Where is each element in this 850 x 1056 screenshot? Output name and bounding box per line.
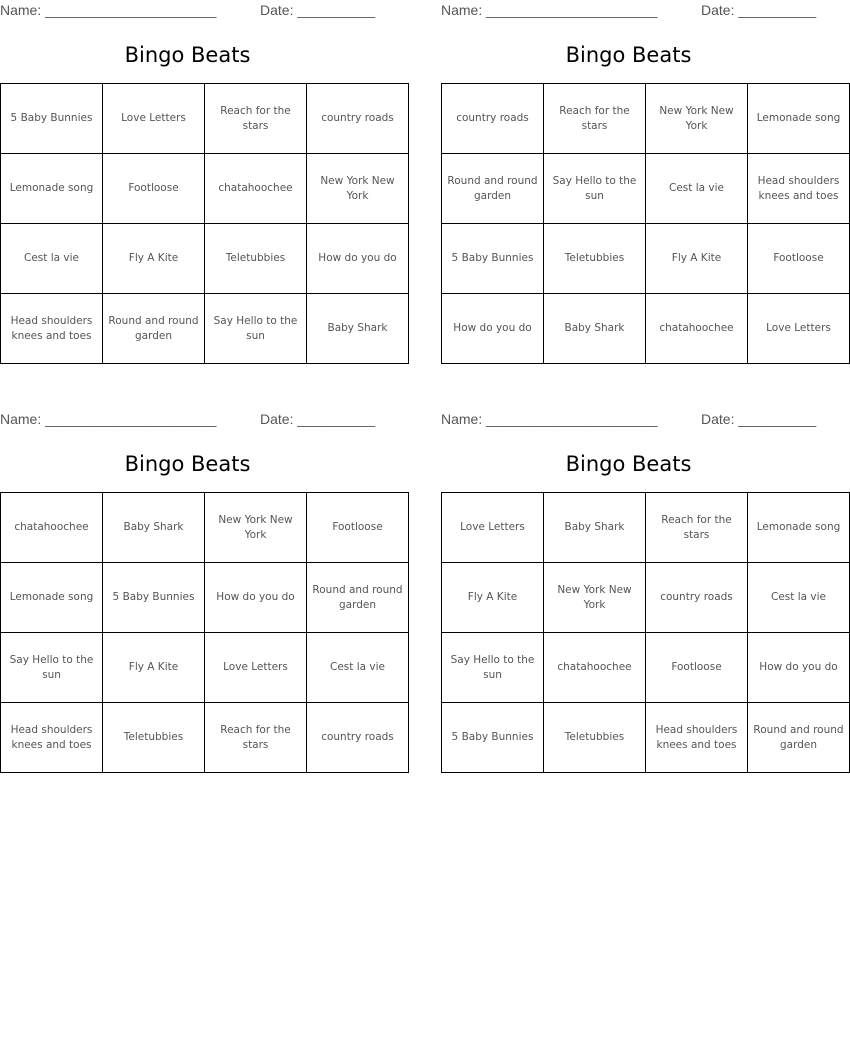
bingo-cell: country roads (307, 703, 409, 773)
grid-row (1, 224, 409, 294)
bingo-cell: country roads (646, 563, 748, 633)
name-field: Name: ______________________ (0, 2, 217, 18)
bingo-cell: Footloose (646, 633, 748, 703)
bingo-cell: Love Letters (205, 633, 307, 703)
bingo-cell: Footloose (307, 493, 409, 563)
grid-row (442, 294, 850, 364)
card-title: Bingo Beats (565, 43, 692, 67)
bingo-cell: Fly A Kite (103, 633, 205, 703)
bingo-cell: Say Hello to the sun (442, 633, 544, 703)
bingo-cell: Round and round garden (103, 294, 205, 364)
bingo-cell: Lemonade song (748, 84, 850, 154)
bingo-cell: Love Letters (748, 294, 850, 364)
bingo-cell: Reach for the stars (544, 84, 646, 154)
bingo-cell: 5 Baby Bunnies (103, 563, 205, 633)
bingo-cell: Head shoulders knees and toes (1, 703, 103, 773)
bingo-cell: 5 Baby Bunnies (442, 703, 544, 773)
bingo-cell: Baby Shark (103, 493, 205, 563)
bingo-cell: Reach for the stars (646, 493, 748, 563)
bingo-card-2 (441, 0, 841, 364)
bingo-cell: Teletubbies (544, 703, 646, 773)
bingo-cell: Fly A Kite (442, 563, 544, 633)
bingo-cell: 5 Baby Bunnies (1, 84, 103, 154)
date-field: Date: __________ (260, 411, 376, 427)
card-header (0, 2, 375, 20)
bingo-cell: Cest la vie (1, 224, 103, 294)
bingo-cell: Teletubbies (544, 224, 646, 294)
grid-row (442, 84, 850, 154)
bingo-cell: Say Hello to the sun (1, 633, 103, 703)
date-field: Date: __________ (701, 411, 817, 427)
grid-row (1, 154, 409, 224)
card-title: Bingo Beats (565, 452, 692, 476)
bingo-cell: New York New York (205, 493, 307, 563)
bingo-cell: 5 Baby Bunnies (442, 224, 544, 294)
bingo-cell: Round and round garden (307, 563, 409, 633)
bingo-grid (0, 492, 409, 773)
grid-row (1, 563, 409, 633)
bingo-cell: Cest la vie (646, 154, 748, 224)
bingo-card-1 (0, 0, 397, 364)
bingo-cell: Cest la vie (307, 633, 409, 703)
card-header (441, 2, 816, 20)
grid-row (1, 84, 409, 154)
bingo-cell: Baby Shark (544, 294, 646, 364)
bingo-cell: Round and round garden (442, 154, 544, 224)
bingo-cell: chatahoochee (205, 154, 307, 224)
bingo-cell: How do you do (748, 633, 850, 703)
bingo-cell: chatahoochee (1, 493, 103, 563)
bingo-cell: Head shoulders knees and toes (748, 154, 850, 224)
bingo-cell: Lemonade song (1, 563, 103, 633)
bingo-cell: Cest la vie (748, 563, 850, 633)
bingo-cell: Say Hello to the sun (544, 154, 646, 224)
bingo-cell: country roads (442, 84, 544, 154)
bingo-cell: country roads (307, 84, 409, 154)
bingo-cell: Lemonade song (1, 154, 103, 224)
bingo-card-3 (0, 409, 403, 773)
card-header (0, 411, 375, 429)
bingo-cell: Baby Shark (307, 294, 409, 364)
grid-row (442, 633, 850, 703)
bingo-cell: How do you do (307, 224, 409, 294)
grid-row (1, 703, 409, 773)
bingo-cell: New York New York (646, 84, 748, 154)
name-field: Name: ______________________ (0, 411, 217, 427)
bingo-cell: Love Letters (442, 493, 544, 563)
bingo-cell: Reach for the stars (205, 703, 307, 773)
bingo-cell: Lemonade song (748, 493, 850, 563)
bingo-card-4 (441, 409, 844, 773)
date-field: Date: __________ (260, 2, 376, 18)
bingo-cell: Head shoulders knees and toes (646, 703, 748, 773)
bingo-cell: Say Hello to the sun (205, 294, 307, 364)
bingo-cell: Love Letters (103, 84, 205, 154)
bingo-cell: Baby Shark (544, 493, 646, 563)
bingo-cell: Fly A Kite (646, 224, 748, 294)
bingo-cell: Fly A Kite (103, 224, 205, 294)
grid-row (1, 633, 409, 703)
grid-row (442, 154, 850, 224)
grid-row (1, 493, 409, 563)
card-title: Bingo Beats (124, 452, 251, 476)
grid-row (1, 294, 409, 364)
bingo-grid (0, 83, 409, 364)
name-field: Name: ______________________ (441, 411, 658, 427)
bingo-cell: Round and round garden (748, 703, 850, 773)
bingo-cell: New York New York (307, 154, 409, 224)
bingo-cell: Reach for the stars (205, 84, 307, 154)
grid-row (442, 493, 850, 563)
bingo-cell: chatahoochee (646, 294, 748, 364)
bingo-grid (441, 492, 850, 773)
bingo-cell: Teletubbies (103, 703, 205, 773)
bingo-cell: How do you do (442, 294, 544, 364)
grid-row (442, 224, 850, 294)
bingo-cell: Head shoulders knees and toes (1, 294, 103, 364)
bingo-cell: New York New York (544, 563, 646, 633)
bingo-grid (441, 83, 850, 364)
bingo-cell: Footloose (748, 224, 850, 294)
card-header (441, 411, 816, 429)
grid-row (442, 563, 850, 633)
name-field: Name: ______________________ (441, 2, 658, 18)
date-field: Date: __________ (701, 2, 817, 18)
bingo-cell: Teletubbies (205, 224, 307, 294)
bingo-cell: Footloose (103, 154, 205, 224)
card-title: Bingo Beats (124, 43, 251, 67)
bingo-cell: How do you do (205, 563, 307, 633)
grid-row (442, 703, 850, 773)
bingo-cell: chatahoochee (544, 633, 646, 703)
